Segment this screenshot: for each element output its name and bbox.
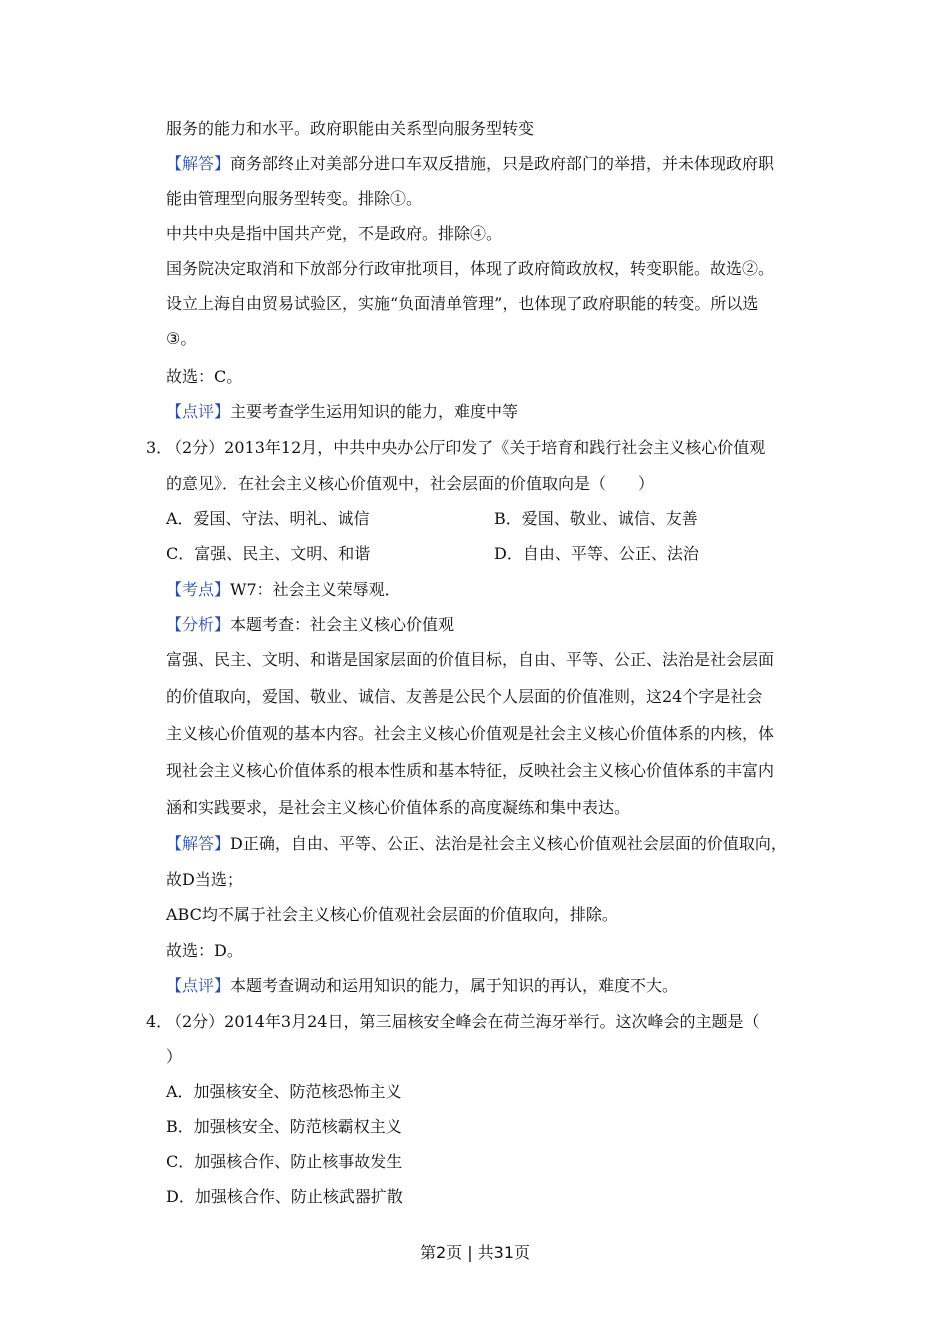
question-4-option-a: A．加强核安全、防范核恐怖主义	[166, 1082, 402, 1101]
text-line: ③。	[166, 329, 197, 348]
text-line: 中共中央是指中国共产党，不是政府。排除④。	[166, 224, 503, 243]
question-4-option-c: C．加强核合作、防止核事故发生	[166, 1152, 403, 1171]
text-line: ABC均不属于社会主义核心价值观社会层面的价值取向，排除。	[166, 905, 618, 924]
question-3-option-c: C．富强、民主、文明、和谐	[166, 544, 371, 563]
comment-tag: 【点评】	[166, 402, 231, 421]
question-3-option-a: A．爱国、守法、明礼、诚信	[166, 509, 370, 528]
comment-text: 本题考查调动和运用知识的能力，属于知识的再认，难度不大。	[230, 976, 679, 995]
text-line: 服务的能力和水平。政府职能由关系型向服务型转变	[166, 119, 535, 138]
text-line: 能由管理型向服务型转变。排除①。	[166, 189, 423, 208]
analysis-line	[166, 615, 826, 635]
answer-text: 商务部终止对美部分进口车双反措施，只是政府部门的举措，并未体现政府职	[230, 154, 775, 173]
question-3-stem: 的意见》．在社会主义核心价值观中，社会层面的价值取向是（ ）	[166, 474, 655, 493]
comment-line	[166, 402, 826, 422]
text-line: 设立上海自由贸易试验区，实施“负面清单管理”，也体现了政府职能的转变。所以选	[166, 294, 759, 313]
question-4-option-b: B．加强核安全、防范核霸权主义	[166, 1117, 402, 1136]
text-line: 的价值取向，爱国、敬业、诚信、友善是公民个人层面的价值准则，这24个字是社会	[166, 687, 763, 706]
question-3-option-b: B．爱国、敬业、诚信、友善	[494, 509, 698, 528]
question-3-number: 3．	[146, 438, 173, 457]
text-line: 故选：C。	[166, 367, 243, 386]
question-4-stem: ）	[166, 1047, 183, 1066]
answer-line	[166, 154, 826, 174]
analysis-tag: 【分析】	[166, 615, 231, 634]
answer-text: D正确，自由、平等、公正、法治是社会主义核心价值观社会层面的价值取向，	[230, 834, 787, 853]
text-line: 现社会主义核心价值体系的根本性质和基本特征，反映社会主义核心价值体系的丰富内	[166, 761, 775, 780]
analysis-text: 本题考查：社会主义核心价值观	[230, 615, 455, 634]
question-3-stem: （2分）2013年12月，中共中央办公厅印发了《关于培育和践行社会主义核心价值观	[166, 438, 766, 457]
text-line: 故选：D。	[166, 941, 243, 960]
keypoint-tag: 【考点】	[166, 580, 231, 599]
question-4-option-d: D．加强核合作、防止核武器扩散	[166, 1187, 403, 1206]
comment-text: 主要考查学生运用知识的能力，难度中等	[230, 402, 519, 421]
answer-tag: 【解答】	[166, 834, 231, 853]
keypoint-line	[166, 580, 826, 600]
keypoint-text: W7：社会主义荣辱观．	[230, 580, 401, 599]
comment-tag: 【点评】	[166, 976, 231, 995]
text-line: 故D当选；	[166, 870, 243, 889]
question-4-stem: （2分）2014年3月24日，第三届核安全峰会在荷兰海牙举行。这次峰会的主题是（	[166, 1012, 760, 1031]
page-footer: 第2页 | 共31页	[419, 1243, 531, 1262]
comment-line	[166, 976, 826, 996]
answer-line	[166, 834, 826, 854]
question-3-option-d: D．自由、平等、公正、法治	[494, 544, 699, 563]
question-4-number: 4．	[146, 1012, 173, 1031]
text-line: 国务院决定取消和下放部分行政审批项目，体现了政府简政放权，转变职能。故选②。	[166, 259, 775, 278]
answer-tag: 【解答】	[166, 154, 231, 173]
text-line: 涵和实践要求，是社会主义核心价值体系的高度凝练和集中表达。	[166, 798, 631, 817]
text-line: 主义核心价值观的基本内容。社会主义核心价值观是社会主义核心价值体系的内核，体	[166, 724, 775, 743]
text-line: 富强、民主、文明、和谐是国家层面的价值目标，自由、平等、公正、法治是社会层面	[166, 650, 775, 669]
